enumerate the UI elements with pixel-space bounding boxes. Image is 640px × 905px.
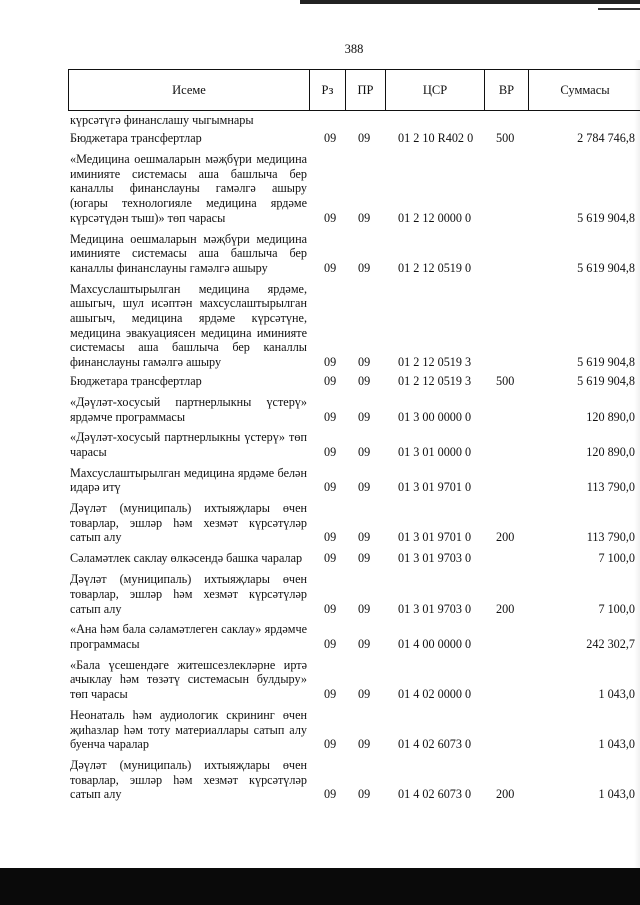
row-csr: 01 4 02 6073 0 — [398, 737, 472, 752]
row-sum: 1 043,0 — [598, 737, 635, 752]
column-header-name: Исеме — [69, 70, 310, 110]
row-vr: 200 — [496, 787, 515, 802]
row-name: Бюджетара трансфертлар — [70, 374, 202, 389]
row-rz: 09 — [324, 737, 337, 752]
row-name: «Бала үсешендәге житешсезлекләрне иртә ачыклау һәм төзәтү системасын булдыру» төп чарасы — [70, 657, 307, 702]
row-name: «Дәүләт-хосусый партнерлыкны үстерү» төп чарасы — [70, 430, 307, 459]
row-pr: 09 — [358, 355, 371, 370]
row-pr: 09 — [358, 260, 371, 275]
row-pr: 09 — [358, 444, 371, 459]
table-row — [70, 131, 635, 146]
table-row — [70, 152, 635, 226]
row-name: «Медицина оешмаларын мәҗбүри медицина иминияте системасы аша башлыча бер каналлы финанслауны гамәлгә ашыру (югары технологияле медицина ярдәме күрсәтүдән тыш)» төп чарасы — [70, 152, 307, 225]
table-row — [70, 232, 635, 276]
row-name: Дәүләт (муниципаль) ихтыяҗлары өчен товарлар, эшләр һәм хезмәт күрсәтүләр сатып алу — [70, 757, 307, 802]
row-pr: 09 — [358, 636, 371, 651]
page-number: 388 — [344, 42, 364, 56]
row-rz: 09 — [324, 355, 337, 370]
column-header-pr: ПР — [346, 70, 386, 110]
row-rz: 09 — [324, 260, 337, 275]
row-sum: 5 619 904,8 — [577, 355, 635, 370]
row-sum: 1 043,0 — [598, 787, 635, 802]
row-sum: 113 790,0 — [586, 480, 635, 495]
row-sum: 7 100,0 — [598, 551, 635, 566]
row-rz: 09 — [324, 480, 337, 495]
scan-mark — [598, 8, 640, 10]
row-csr: 01 4 00 0000 0 — [398, 636, 472, 651]
row-rz: 09 — [324, 210, 337, 225]
row-name: Махсуслаштырылган медицина ярдәме белән идарә итү — [70, 465, 307, 495]
row-name: Сәламәтлек саклау өлкәсендә башка чаралар — [70, 551, 303, 566]
table-row — [70, 758, 635, 802]
row-name: Дәүләт (муниципаль) ихтыяҗлары өчен товарлар, эшләр һәм хезмәт күрсәтүләр сатып алу — [70, 501, 307, 545]
table-row — [70, 658, 635, 702]
row-sum: 113 790,0 — [586, 530, 635, 545]
table-row — [70, 395, 635, 424]
row-name: Бюджетара трансфертлар — [70, 131, 202, 146]
row-vr: 200 — [496, 530, 515, 545]
row-sum: 1 043,0 — [598, 687, 635, 702]
row-rz: 09 — [324, 131, 337, 146]
row-csr: 01 3 01 9703 0 — [398, 601, 472, 616]
row-rz: 09 — [324, 530, 337, 545]
row-csr: 01 2 12 0519 3 — [398, 355, 472, 370]
row-csr: 01 4 02 0000 0 — [398, 687, 472, 702]
table-row — [70, 112, 635, 127]
row-rz: 09 — [324, 444, 337, 459]
table-row — [70, 708, 635, 752]
row-pr: 09 — [358, 687, 371, 702]
row-vr: 200 — [496, 601, 515, 616]
row-csr: 01 2 12 0519 3 — [398, 374, 472, 389]
row-sum: 242 302,7 — [586, 636, 635, 651]
row-rz: 09 — [324, 551, 337, 566]
column-header-csr: ЦСР — [386, 70, 485, 110]
row-sum: 7 100,0 — [598, 601, 635, 616]
row-rz: 09 — [324, 787, 337, 802]
table-row — [70, 622, 635, 651]
row-rz: 09 — [324, 374, 337, 389]
table-row — [70, 282, 635, 370]
table-header — [68, 69, 640, 111]
row-sum: 5 619 904,8 — [577, 374, 635, 389]
row-name: «Ана һәм бала сәламәтлеген саклау» ярдәмче программасы — [70, 622, 307, 651]
row-name: «Дәүләт-хосусый партнерлыкны үстерү» ярдәмче программасы — [70, 394, 307, 424]
column-header-vr: ВР — [485, 70, 529, 110]
row-pr: 09 — [358, 601, 371, 616]
row-pr: 09 — [358, 787, 371, 802]
row-rz: 09 — [324, 687, 337, 702]
row-pr: 09 — [358, 551, 371, 566]
row-csr: 01 2 12 0000 0 — [398, 210, 472, 225]
row-pr: 09 — [358, 530, 371, 545]
row-csr: 01 3 01 9703 0 — [398, 551, 472, 566]
column-header-sum: Суммасы — [560, 83, 610, 97]
row-pr: 09 — [358, 409, 371, 424]
row-vr: 500 — [496, 131, 515, 146]
row-csr: 01 3 01 9701 0 — [398, 480, 472, 495]
row-name: Дәүләт (муниципаль) ихтыяҗлары өчен товарлар, эшләр һәм хезмәт күрсәтүләр сатып алу — [70, 572, 307, 616]
row-csr: 01 3 01 9701 0 — [398, 530, 472, 545]
row-pr: 09 — [358, 210, 371, 225]
table-row — [70, 501, 635, 545]
row-csr: 01 4 02 6073 0 — [398, 787, 472, 802]
table-body — [70, 112, 635, 802]
scan-edge-top — [300, 0, 640, 4]
row-name: Неонаталь һәм аудиологик скрининг өчен җиһазлар һәм тоту материаллары сатып алу буенча чаралар — [70, 707, 307, 752]
table-row — [70, 466, 635, 495]
row-csr: 01 2 12 0519 0 — [398, 260, 472, 275]
row-csr: 01 2 10 R402 0 — [398, 131, 474, 146]
row-sum: 120 890,0 — [586, 409, 635, 424]
row-sum: 5 619 904,8 — [577, 260, 635, 275]
row-name: Медицина оешмаларын мәҗбүри медицина иминияте системасы аша башлыча бер каналлы финанслауны гамәлгә ашыру — [70, 231, 307, 275]
row-pr: 09 — [358, 480, 371, 495]
row-rz: 09 — [324, 636, 337, 651]
table-row — [70, 551, 635, 566]
row-name: Махсуслаштырылган медицина ярдәме, ашыгыч, шул исәптән махсуслаштырылган ашыгыч, медицина ярдәме күрсәтүне, медицина эвакуациясен медицина иминияте системасы аша башлыча бер каналлы финанслауны гамәлгә ашыру — [70, 281, 307, 370]
column-header-rz: Рз — [310, 70, 346, 110]
row-sum: 2 784 746,8 — [577, 131, 635, 146]
table-row — [70, 430, 635, 459]
row-pr: 09 — [358, 131, 371, 146]
row-pr: 09 — [358, 374, 371, 389]
row-csr: 01 3 00 0000 0 — [398, 409, 472, 424]
row-rz: 09 — [324, 601, 337, 616]
row-csr: 01 3 01 0000 0 — [398, 444, 472, 459]
row-vr: 500 — [496, 374, 515, 389]
table-row — [70, 572, 635, 616]
row-rz: 09 — [324, 409, 337, 424]
row-sum: 5 619 904,8 — [577, 210, 635, 225]
row-sum: 120 890,0 — [586, 444, 635, 459]
row-pr: 09 — [358, 737, 371, 752]
row-name: күрсәтүгә финанслашу чыгымнары — [70, 113, 254, 127]
table-row — [70, 374, 635, 389]
scan-edge-bottom — [0, 868, 640, 905]
